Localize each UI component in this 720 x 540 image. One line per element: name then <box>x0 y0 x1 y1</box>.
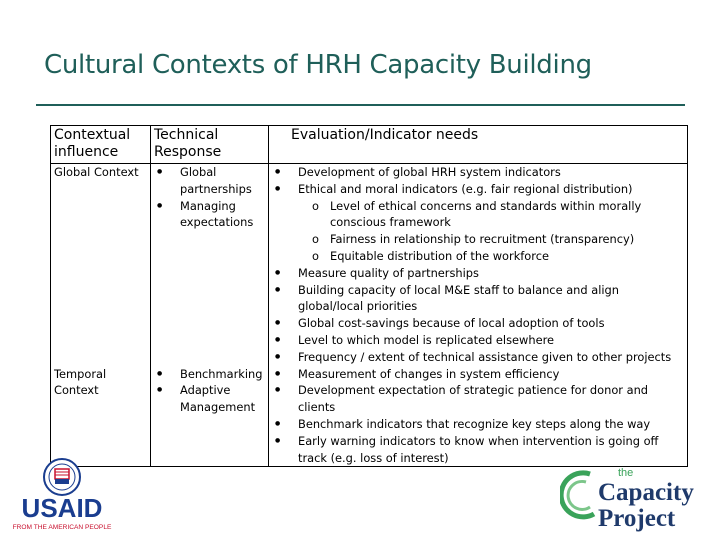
need-text: Level to which model is replicated elsewhere <box>298 332 555 347</box>
context-table <box>50 125 688 467</box>
need-item <box>298 164 687 181</box>
need-item <box>298 349 687 366</box>
context-cell: Global Context <box>51 164 151 366</box>
response-item: ● Adaptive Management <box>180 382 268 416</box>
capacity-swoosh <box>561 473 594 517</box>
need-text: Development expectation of strategic patience for donor and clients <box>298 383 649 415</box>
capacity-project-logo <box>560 462 710 532</box>
need-item <box>298 382 687 416</box>
need-text: Frequency / extent of technical assistance given to other projects <box>298 349 672 364</box>
need-text: Development of global HRH system indicators <box>298 165 561 179</box>
title-underline <box>36 104 685 106</box>
response-item: ● Benchmarking <box>180 366 268 383</box>
need-text: Measurement of changes in system efficiency <box>298 366 560 381</box>
usaid-tagline: FROM THE AMERICAN PEOPLE <box>12 524 112 531</box>
need-subitem: o Fairness in relationship to recruitment (transparency) <box>330 231 687 248</box>
table-row <box>51 164 688 366</box>
capacity-line1: Capacity <box>598 479 694 506</box>
need-subitem: o Equitable distribution of the workforce <box>330 248 687 265</box>
need-item <box>298 315 687 332</box>
needs-cell <box>269 164 688 366</box>
response-cell <box>151 366 269 467</box>
response-item: ● Global partnerships <box>180 164 268 198</box>
need-subitem: o Level of ethical concerns and standards within morally conscious framework <box>330 198 687 232</box>
slide-title: Cultural Contexts of HRH Capacity Building <box>44 50 592 80</box>
header-contextual-influence: Contextual influence <box>51 126 151 164</box>
need-item <box>298 181 687 265</box>
need-item <box>298 332 687 349</box>
capacity-line2: Project <box>598 505 676 532</box>
table-row <box>51 366 688 467</box>
context-cell: Temporal Context <box>51 366 151 467</box>
needs-cell <box>269 366 688 467</box>
need-text: Measure quality of partnerships <box>298 265 479 280</box>
header-evaluation-needs: Evaluation/Indicator needs <box>269 126 688 164</box>
usaid-logo <box>12 455 112 535</box>
capacity-the: the <box>618 467 634 479</box>
table-header-row <box>51 126 688 164</box>
response-item: ● Managing expectations <box>180 198 268 232</box>
response-cell <box>151 164 269 366</box>
header-technical-response: Technical Response <box>151 126 269 164</box>
need-text: Building capacity of local M&E staff to balance and align global/local priorities <box>298 282 620 314</box>
need-item <box>298 366 687 383</box>
need-text: Early warning indicators to know when intervention is going off track (e.g. loss of interest) <box>298 433 659 465</box>
need-text: Benchmark indicators that recognize key steps along the way <box>298 416 651 431</box>
need-item <box>298 282 687 316</box>
need-item <box>298 416 687 433</box>
need-text: Ethical and moral indicators (e.g. fair regional distribution) <box>298 181 633 196</box>
need-text: Global cost-savings because of local adoption of tools <box>298 316 605 331</box>
usaid-wordmark: USAID <box>21 493 103 523</box>
need-item <box>298 265 687 282</box>
